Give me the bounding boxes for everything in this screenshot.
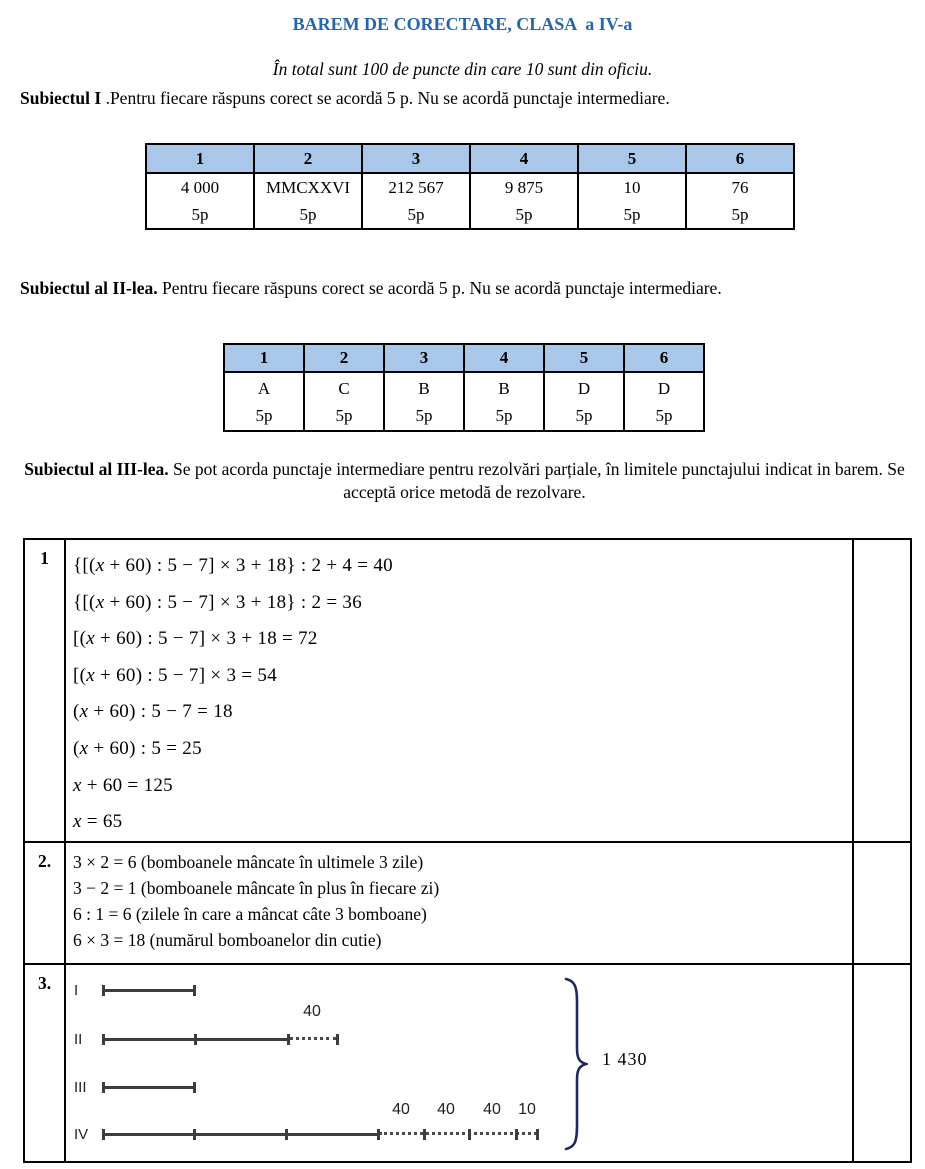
solution-work	[65, 964, 853, 1162]
header-cell: 2	[304, 344, 384, 372]
section-3-label: Subiectul al III-lea.	[24, 459, 169, 479]
tick	[193, 985, 196, 996]
header-cell: 3	[362, 144, 470, 173]
answer-value: B	[498, 378, 510, 398]
answer-value: 76	[731, 178, 749, 197]
segment-value-label: 10	[518, 1100, 536, 1118]
answer-value: 10	[623, 178, 641, 197]
explanation-line: 6 : 1 = 6 (zilele în care a mâncat câte 3 bomboane)	[73, 903, 427, 924]
tick	[193, 1082, 196, 1093]
equation-line: x = 65	[73, 811, 123, 833]
answer-value: 212 567	[388, 178, 444, 197]
answer-value: D	[577, 378, 591, 398]
answer-value: C	[338, 378, 350, 398]
answer-cell	[578, 173, 686, 229]
points-value: 5p	[731, 205, 749, 224]
score-cell	[853, 539, 911, 842]
row-number: 2.	[24, 842, 65, 964]
answer-cell	[224, 372, 304, 431]
header-cell: 2	[254, 144, 362, 173]
solution-work	[65, 539, 853, 842]
solution-row-1	[24, 539, 911, 842]
table-answer-row	[146, 173, 794, 229]
tick	[194, 1034, 197, 1045]
answer-cell	[304, 372, 384, 431]
answer-value: MMCXXVI	[265, 178, 351, 197]
segment-line-3	[102, 1082, 197, 1094]
segment-line-1	[102, 985, 197, 997]
header-cell: 5	[544, 344, 624, 372]
answer-value: 9 875	[504, 178, 544, 197]
segment-row-label: I	[74, 981, 79, 999]
answer-cell	[624, 372, 704, 431]
answer-cell	[254, 173, 362, 229]
section-2-label: Subiectul al II-lea.	[20, 278, 158, 298]
points-value: 5p	[515, 205, 533, 224]
section-1-label: Subiectul I	[20, 88, 102, 108]
segment-bar	[102, 1086, 195, 1089]
dotted-segment	[289, 1037, 337, 1043]
answer-cell	[470, 173, 578, 229]
explanation-line: 3 × 2 = 6 (bomboanele mâncate în ultimele 3 zile)	[73, 851, 424, 872]
points-value: 5p	[299, 205, 317, 224]
dotted-segment	[379, 1132, 537, 1138]
points-value: 5p	[415, 405, 433, 425]
equation-line: {[(x + 60) : 5 − 7] × 3 + 18} : 2 = 36	[73, 591, 363, 613]
answer-value: 4 000	[180, 178, 220, 197]
segment-value-label: 40	[392, 1100, 410, 1118]
answer-value: B	[418, 378, 430, 398]
equation-line: (x + 60) : 5 − 7 = 18	[73, 701, 233, 723]
points-value: 5p	[407, 205, 425, 224]
segment-row-label: II	[74, 1030, 83, 1048]
equation-line: [(x + 60) : 5 − 7] × 3 = 54	[73, 664, 277, 686]
equation-line: (x + 60) : 5 = 25	[73, 737, 202, 759]
tick	[102, 985, 105, 996]
equation-line: {[(x + 60) : 5 − 7] × 3 + 18} : 2 + 4 = 40	[73, 555, 393, 576]
table-answer-row	[224, 372, 704, 431]
section-3-heading	[20, 458, 909, 504]
tick	[287, 1034, 290, 1045]
table-header-row	[146, 144, 794, 173]
tick	[102, 1082, 105, 1093]
tick	[536, 1129, 539, 1140]
header-cell: 6	[624, 344, 704, 372]
points-value: 5p	[335, 405, 353, 425]
equation-line: x + 60 = 125	[73, 774, 173, 796]
explanation-line: 3 − 2 = 1 (bomboanele mâncate în plus în fiecare zi)	[73, 877, 440, 898]
tick	[193, 1129, 196, 1140]
segment-row-label: III	[74, 1078, 87, 1096]
header-cell: 3	[384, 344, 464, 372]
segment-diagram	[66, 965, 852, 1157]
solution-row-3	[24, 964, 911, 1162]
answer-cell	[544, 372, 624, 431]
points-value: 5p	[495, 405, 513, 425]
header-cell: 1	[224, 344, 304, 372]
score-cell	[853, 842, 911, 964]
points-value: 5p	[255, 405, 273, 425]
segment-value-label: 40	[303, 1002, 321, 1020]
segment-bar	[102, 1133, 379, 1136]
points-value: 5p	[655, 405, 673, 425]
table-header-row	[224, 344, 704, 372]
segment-value-label: 40	[437, 1100, 455, 1118]
segment-line-4	[102, 1129, 539, 1141]
tick	[102, 1034, 105, 1045]
header-cell: 4	[464, 344, 544, 372]
section-2-text: Pentru fiecare răspuns corect se acordă 5 p. Nu se acordă punctaje intermediare.	[157, 278, 722, 298]
answer-value: A	[257, 378, 271, 398]
explanation-list	[73, 849, 852, 953]
answer-cell	[464, 372, 544, 431]
points-value: 5p	[191, 205, 209, 224]
section-2-heading	[20, 277, 909, 300]
answer-cell	[146, 173, 254, 229]
section-1-text: .Pentru fiecare răspuns corect se acordă 5 p. Nu se acordă punctaje intermediare.	[101, 88, 670, 108]
total-label: 1 430	[602, 1048, 648, 1069]
header-cell: 4	[470, 144, 578, 173]
solutions-table	[23, 538, 912, 1163]
tick	[377, 1129, 380, 1140]
answer-cell	[384, 372, 464, 431]
row-number: 1	[24, 539, 65, 842]
tick	[102, 1129, 105, 1140]
segment-row-label: IV	[74, 1125, 89, 1143]
tick	[423, 1129, 426, 1140]
row-number: 3.	[24, 964, 65, 1162]
page-title: BAREM DE CORECTARE, CLASA a IV-a	[292, 14, 633, 34]
section-1-heading	[20, 87, 909, 110]
explanation-line: 6 × 3 = 18 (numărul bomboanelor din cutie)	[73, 929, 382, 950]
points-value: 5p	[623, 205, 641, 224]
answer-cell	[362, 173, 470, 229]
segment-bar	[102, 989, 195, 992]
solution-work	[65, 842, 853, 964]
answers-table-subject-1	[145, 143, 795, 230]
segment-value-label: 40	[483, 1100, 501, 1118]
tick	[285, 1129, 288, 1140]
tick	[515, 1129, 518, 1140]
curly-brace-icon	[562, 977, 588, 1151]
header-cell: 5	[578, 144, 686, 173]
segment-line-2	[102, 1034, 341, 1046]
answers-table-subject-2	[223, 343, 705, 432]
score-cell	[853, 964, 911, 1162]
equation-line: [(x + 60) : 5 − 7] × 3 + 18 = 72	[73, 628, 318, 650]
answer-cell	[686, 173, 794, 229]
solution-row-2	[24, 842, 911, 964]
section-3-text: Se pot acorda punctaje intermediare pentru rezolvări parțiale, în limitele punctajului indicat in barem. Se acceptă orice metodă de rezolvare.	[168, 459, 905, 502]
points-value: 5p	[575, 405, 593, 425]
header-cell: 6	[686, 144, 794, 173]
answer-value: D	[657, 378, 671, 398]
equation-list	[73, 548, 852, 841]
tick	[336, 1034, 339, 1045]
tick	[468, 1129, 471, 1140]
header-cell: 1	[146, 144, 254, 173]
page-subtitle: În total sunt 100 de puncte din care 10 sunt din oficiu.	[272, 59, 653, 79]
